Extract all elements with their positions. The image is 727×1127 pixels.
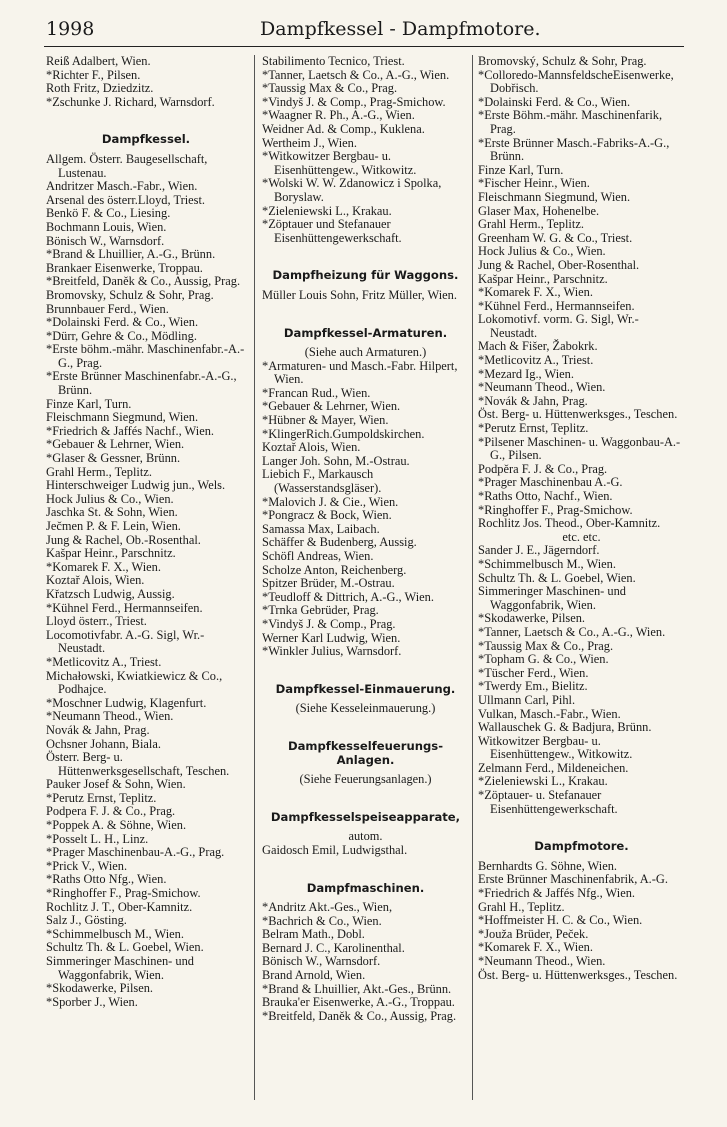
- section-heading: Dampfmotore.: [534, 839, 629, 854]
- directory-entry: *Dolainski Ferd. & Co., Wien.: [478, 94, 631, 109]
- section-heading: Dampfheizung für Waggons.: [272, 268, 459, 283]
- directory-entry: *Moschner Ludwig, Klagenfurt.: [46, 695, 207, 710]
- directory-entry: *Witkowitzer Bergbau- u. Eisenhüttengew., Witkowitz.: [262, 149, 417, 177]
- page-header: [44, 18, 684, 42]
- directory-entry: *Tanner, Laetsch & Co., A.-G., Wien.: [478, 624, 666, 639]
- section-heading: Dampfkessel.: [101, 132, 191, 147]
- directory-entry: Schöfl Andreas, Wien.: [262, 549, 374, 563]
- directory-entry: Öst. Berg- u. Hüttenwerksges., Teschen.: [478, 407, 678, 422]
- directory-entry: Wallauschek G. & Badjura, Brünn.: [478, 720, 652, 735]
- directory-entry: *Novák & Jahn, Prag.: [478, 393, 588, 408]
- directory-entry: *Schimmelbusch M., Wien.: [478, 556, 616, 571]
- directory-entry: *Breitfeld, Daněk & Co., Aussig, Prag.: [262, 1008, 457, 1023]
- directory-entry: *Zöptauer und Stefanauer Eisenhüttengewerkschaft.: [262, 217, 402, 245]
- directory-entry: *Posselt L. H., Linz.: [46, 831, 149, 846]
- directory-entry: Schäffer & Budenberg, Aussig.: [262, 535, 417, 550]
- directory-entry: *Perutz Ernst, Teplitz.: [46, 790, 157, 805]
- directory-entry: Rochlitz Jos. Theod., Ober-Kamnitz.: [478, 516, 661, 531]
- directory-entry: *Mezard Ig., Wien.: [478, 366, 574, 381]
- page-title: Dampfkessel - Dampfmotore.: [260, 18, 541, 40]
- directory-entry: Reiß Adalbert, Wien.: [46, 54, 151, 68]
- directory-entry: Witkowitzer Bergbau- u. Eisenhüttengew., Witkowitz.: [478, 733, 633, 762]
- directory-entry: Ochsner Johann, Biala.: [46, 736, 161, 751]
- directory-entry: Samassa Max, Laibach.: [262, 521, 380, 536]
- directory-entry: Andritzer Masch.-Fabr., Wien.: [46, 179, 198, 194]
- column-3: [478, 55, 685, 982]
- section-note: (Siehe auch Armaturen.): [304, 345, 427, 360]
- directory-entry: Liebich F., Markausch (Wasserstandsgläser).: [262, 467, 382, 496]
- directory-entry: Erste Brünner Maschinenfabrik, A.-G.: [478, 872, 668, 887]
- directory-entry: *Brand & Lhuillier, A.-G., Brünn.: [46, 247, 216, 262]
- directory-entry: *Friedrich & Jaffés Nfg., Wien.: [478, 886, 635, 901]
- directory-entry: Müller Louis Sohn, Fritz Müller, Wien.: [262, 287, 457, 302]
- directory-entry: Langer Joh. Sohn, M.-Ostrau.: [262, 453, 410, 468]
- directory-entry: Brunnbauer Ferd., Wien.: [46, 301, 169, 316]
- directory-entry: Křatzsch Ludwig, Aussig.: [46, 586, 175, 601]
- directory-entry: Jaschka St. & Sohn, Wien.: [46, 505, 178, 520]
- directory-entry: *Poppek A. & Söhne, Wien.: [46, 818, 187, 833]
- directory-entry: *Breitfeld, Daněk & Co., Aussig, Prag.: [46, 274, 241, 289]
- directory-entry: Roth Fritz, Dziedzitz.: [46, 81, 154, 96]
- directory-entry: *Perutz Ernst, Teplitz.: [478, 421, 589, 436]
- directory-entry: *Neumann Theod., Wien.: [46, 709, 174, 724]
- directory-entry: Scholze Anton, Reichenberg.: [262, 562, 407, 577]
- directory-entry: *Sporber J., Wien.: [46, 994, 138, 1009]
- directory-entry: Vulkan, Masch.-Fabr., Wien.: [478, 706, 621, 721]
- section-heading: Dampfkessel-Einmauerung.: [275, 681, 456, 696]
- directory-entry: Bromovský, Schulz & Sohr, Prag.: [478, 54, 647, 68]
- directory-entry: *Francan Rud., Wien.: [262, 385, 371, 400]
- directory-entry: Greenham W. G. & Co., Triest.: [478, 230, 633, 245]
- directory-entry: *Erste böhm.-mähr. Maschinenfabr.-A.-G., Prag.: [46, 342, 245, 370]
- directory-entry: Pauker Josef & Sohn, Wien.: [46, 777, 186, 792]
- directory-entry: Bönisch W., Warnsdorf.: [262, 954, 381, 969]
- directory-entry: *Pilsener Maschinen- u. Waggonbau-A.-G., Pilsen.: [478, 434, 681, 463]
- column-2: [262, 55, 469, 1023]
- directory-entry: Novák & Jahn, Prag.: [46, 722, 150, 737]
- section-heading: Dampfkessel-Armaturen.: [283, 325, 448, 340]
- directory-entry: *Hübner & Mayer, Wien.: [262, 413, 389, 428]
- directory-entry: *Metlicovitz A., Triest.: [478, 353, 594, 368]
- directory-entry: Podpera F. J. & Co., Prag.: [46, 804, 176, 819]
- directory-entry: Ječmen P. & F. Lein, Wien.: [46, 519, 181, 533]
- directory-entry: Öst. Berg- u. Hüttenwerksges., Teschen.: [478, 967, 678, 982]
- directory-entry: Rochlitz J. T., Ober-Kamnitz.: [46, 899, 193, 914]
- directory-entry: *Twerdy Em., Bielitz.: [478, 679, 588, 694]
- directory-entry: Brand Arnold, Wien.: [262, 968, 366, 983]
- directory-entry: *Raths Otto Nfg., Wien.: [46, 872, 167, 887]
- directory-entry: Koztař Alois, Wien.: [262, 440, 361, 455]
- directory-entry: *Gebauer & Lehrner, Wien.: [46, 437, 185, 452]
- directory-entry: *Ringhoffer F., Prag-Smichow.: [46, 886, 201, 901]
- directory-entry: Grahl H., Teplitz.: [478, 899, 565, 914]
- directory-entry: *Komarek F. X., Wien.: [478, 285, 593, 300]
- directory-entry: Bernard J. C., Karolinenthal.: [262, 940, 405, 955]
- directory-entry: Locomotivfabr. A.-G. Sigl, Wr.-Neustadt.: [46, 627, 205, 656]
- directory-entry: Lokomotivf. vorm. G. Sigl, Wr.-Neustadt.: [478, 312, 639, 340]
- directory-entry: Lloyd österr., Triest.: [46, 614, 147, 629]
- directory-entry: *Komarek F. X., Wien.: [478, 940, 593, 955]
- directory-entry: *Dürr, Gehre & Co., Mödling.: [46, 328, 197, 343]
- directory-entry: Spitzer Brüder, M.-Ostrau.: [262, 576, 395, 591]
- directory-entry: *Wolski W. W. Zdanowicz i Spolka, Boryslaw.: [262, 176, 442, 204]
- page-number: 1998: [46, 18, 95, 40]
- directory-entry: *Teudloff & Dittrich, A.-G., Wien.: [262, 589, 434, 604]
- directory-entry: Benkö F. & Co., Liesing.: [46, 206, 171, 221]
- directory-entry: Fleischmann Siegmund, Wien.: [46, 410, 199, 425]
- section-heading: Dampfkesselspeiseapparate,: [270, 809, 461, 824]
- directory-entry: *Zöptauer- u. Stefanauer Eisenhüttengewerkschaft.: [478, 788, 618, 816]
- directory-entry: *Richter F., Pilsen.: [46, 67, 141, 82]
- directory-entry: Schultz Th. & L. Goebel, Wien.: [46, 940, 204, 955]
- directory-entry: Wertheim J., Wien.: [262, 135, 357, 150]
- directory-entry: *Zieleniewski L., Krakau.: [262, 203, 392, 218]
- directory-entry: *Metlicovitz A., Triest.: [46, 654, 162, 669]
- directory-entry: *Colloredo-MannsfeldscheEisenwerke, Dobřisch.: [478, 67, 674, 96]
- directory-entry: *Kühnel Ferd., Hermannseifen.: [46, 600, 203, 615]
- header-rule: [44, 46, 684, 47]
- directory-entry: *Neumann Theod., Wien.: [478, 954, 606, 968]
- directory-entry: Mach & Fišer, Žabokrk.: [478, 339, 598, 354]
- directory-entry: Bochmann Louis, Wien.: [46, 219, 167, 234]
- directory-entry: Gaidosch Emil, Ludwigsthal.: [262, 842, 408, 857]
- column-divider: [254, 55, 255, 1100]
- column-1: [46, 55, 246, 1009]
- directory-entry: Schultz Th. & L. Goebel, Wien.: [478, 570, 636, 585]
- directory-entry: *Fischer Heinr., Wien.: [478, 176, 590, 191]
- section-note: (Siehe Kesseleinmauerung.): [295, 701, 436, 716]
- directory-entry: Brauka'er Eisenwerke, A.-G., Troppau.: [262, 995, 455, 1010]
- section-heading: Dampfmaschinen.: [306, 880, 425, 895]
- directory-entry: Kašpar Heinr., Parschnitz.: [478, 271, 608, 286]
- directory-entry: *Erste Brünner Maschinenfabr.-A.-G., Brünn.: [46, 369, 237, 398]
- directory-entry: *Friedrich & Jaffés Nachf., Wien.: [46, 423, 214, 438]
- directory-entry: *Ringhoffer F., Prag-Smichow.: [478, 502, 633, 517]
- directory-entry: Hock Julius & Co., Wien.: [478, 244, 606, 259]
- directory-entry: *Taussig Max & Co., Prag.: [262, 81, 398, 96]
- directory-entry: Grahl Herm., Teplitz.: [478, 217, 584, 232]
- directory-entry: *Prick V., Wien.: [46, 858, 128, 873]
- directory-entry: Zelmann Ferd., Mildeneichen.: [478, 760, 629, 775]
- directory-entry: *Zschunke J. Richard, Warnsdorf.: [46, 94, 215, 109]
- section-note: autom.: [348, 829, 383, 844]
- directory-entry: Arsenal des österr.Lloyd, Triest.: [46, 192, 206, 207]
- directory-entry: Fleischmann Siegmund, Wien.: [478, 189, 631, 204]
- directory-entry: *KlingerRich.Gumpoldskirchen.: [262, 426, 425, 441]
- directory-entry: *Vindyš J. & Comp., Prag.: [262, 616, 396, 631]
- directory-entry: Bönisch W., Warnsdorf.: [46, 233, 165, 248]
- directory-entry: Finze Karl, Turn.: [46, 396, 132, 411]
- directory-entry: Hock Julius & Co., Wien.: [46, 491, 174, 506]
- section-note: (Siehe Feuerungsanlagen.): [299, 772, 432, 787]
- directory-entry: *Topham G. & Co., Wien.: [478, 652, 609, 667]
- directory-entry: Werner Karl Ludwig, Wien.: [262, 630, 401, 645]
- directory-entry: *Erste Brünner Masch.-Fabriks-A.-G., Brünn.: [478, 135, 670, 164]
- directory-entry: *Brand & Lhuillier, Akt.-Ges., Brünn.: [262, 981, 452, 996]
- directory-entry: Koztař Alois, Wien.: [46, 573, 145, 588]
- directory-entry: *Prager Maschinenbau-A.-G., Prag.: [46, 845, 225, 860]
- directory-entry: Grahl Herm., Teplitz.: [46, 464, 152, 479]
- directory-entry: *Dolainski Ferd. & Co., Wien.: [46, 315, 199, 330]
- directory-entry: *Jouža Brüder, Peček.: [478, 926, 589, 941]
- directory-entry: Ullmann Carl, Pihl.: [478, 692, 576, 707]
- directory-entry: *Winkler Julius, Warnsdorf.: [262, 644, 402, 659]
- directory-entry: *Pongracz & Bock, Wien.: [262, 508, 392, 523]
- directory-entry: Podpěra F. J. & Co., Prag.: [478, 461, 608, 476]
- directory-entry: *Komarek F. X., Wien.: [46, 559, 161, 574]
- directory-entry: Kašpar Heinr., Parschnitz.: [46, 546, 176, 561]
- directory-entry: Bernhardts G. Söhne, Wien.: [478, 858, 617, 873]
- directory-entry: *Hoffmeister H. C. & Co., Wien.: [478, 913, 643, 928]
- directory-entry: *Skodawerke, Pilsen.: [478, 611, 586, 626]
- directory-entry: *Tanner, Laetsch & Co., A.-G., Wien.: [262, 67, 450, 82]
- directory-entry: Stabilimento Tecnico, Triest.: [262, 54, 405, 68]
- column-divider: [472, 55, 473, 1100]
- directory-entry: *Kühnel Ferd., Hermannseifen.: [478, 298, 635, 313]
- directory-entry: *Bachrich & Co., Wien.: [262, 913, 382, 928]
- directory-entry: Österr. Berg- u. Hüttenwerksgesellschaft, Teschen.: [46, 750, 230, 778]
- directory-entry: *Malovich J. & Cie., Wien.: [262, 494, 399, 509]
- directory-entry: *Taussig Max & Co., Prag.: [478, 638, 614, 653]
- directory-entry: *Glaser & Gessner, Brünn.: [46, 451, 181, 466]
- directory-entry: Finze Karl, Turn.: [478, 162, 564, 177]
- directory-entry: *Gebauer & Lehrner, Wien.: [262, 399, 401, 414]
- directory-entry: *Zieleniewski L., Krakau.: [478, 774, 608, 789]
- directory-entry: *Neumann Theod., Wien.: [478, 380, 606, 395]
- directory-entry: Glaser Max, Hohenelbe.: [478, 203, 600, 218]
- directory-entry: Jung & Rachel, Ober-Rosenthal.: [478, 257, 640, 272]
- directory-entry: *Schimmelbusch M., Wien.: [46, 926, 184, 941]
- directory-entry: *Armaturen- und Masch.-Fabr. Hilpert, Wien.: [262, 358, 458, 387]
- directory-entry: *Vindyš J. & Comp., Prag-Smichow.: [262, 94, 446, 109]
- directory-entry: Weidner Ad. & Comp., Kuklena.: [262, 121, 425, 136]
- directory-entry: Michałowski, Kwiatkiewicz & Co., Podhajce.: [46, 668, 223, 697]
- directory-entry: Jung & Rachel, Ob.-Rosenthal.: [46, 532, 201, 547]
- section-note: etc. etc.: [562, 529, 601, 544]
- directory-entry: Sander J. E., Jägerndorf.: [478, 543, 600, 558]
- directory-entry: *Andritz Akt.-Ges., Wien,: [262, 900, 393, 915]
- directory-entry: *Trnka Gebrüder, Prag.: [262, 603, 379, 618]
- directory-entry: Salz J., Gösting.: [46, 913, 127, 928]
- directory-entry: Belram Math., Dobl.: [262, 927, 365, 942]
- directory-entry: *Erste Böhm.-mähr. Maschinenfarik, Prag.: [478, 108, 663, 136]
- directory-entry: Bromovsky, Schulz & Sohr, Prag.: [46, 287, 214, 302]
- directory-entry: Simmeringer Maschinen- und Waggonfabrik, Wien.: [478, 584, 626, 612]
- directory-entry: *Prager Maschinenbau A.-G.: [478, 475, 623, 490]
- directory-entry: *Tüscher Ferd., Wien.: [478, 665, 589, 680]
- directory-entry: Allgem. Österr. Baugesellschaft, Lustenau.: [46, 151, 208, 180]
- directory-entry: Brankaer Eisenwerke, Troppau.: [46, 260, 203, 275]
- directory-entry: Hinterschweiger Ludwig jun., Wels.: [46, 478, 226, 493]
- directory-entry: *Skodawerke, Pilsen.: [46, 981, 154, 996]
- directory-entry: Simmeringer Maschinen- und Waggonfabrik, Wien.: [46, 954, 194, 982]
- directory-entry: *Waagner R. Ph., A.-G., Wien.: [262, 108, 415, 123]
- directory-entry: *Raths Otto, Nachf., Wien.: [478, 489, 613, 503]
- section-heading: Dampfkesselfeuerungs-Anlagen.: [287, 738, 444, 767]
